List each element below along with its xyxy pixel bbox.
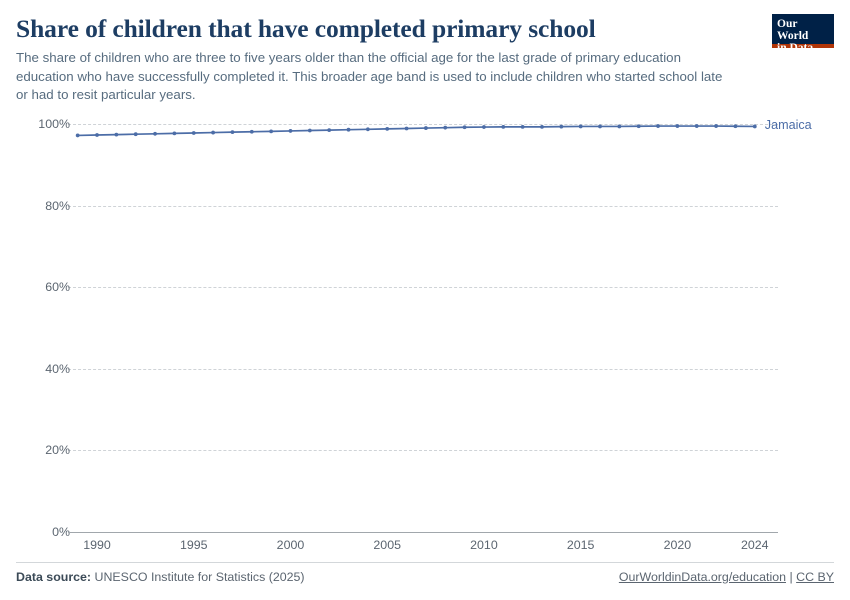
chart-area — [16, 112, 834, 552]
series-point[interactable] — [153, 132, 157, 136]
series-point[interactable] — [327, 128, 331, 132]
attribution-link[interactable]: OurWorldinData.org/education — [618, 570, 786, 584]
y-axis-tick-label: 80% — [45, 198, 70, 213]
series-point[interactable] — [753, 125, 757, 129]
owid-logo-line2: in Data — [777, 42, 814, 55]
series-point[interactable] — [695, 124, 699, 128]
series-point[interactable] — [482, 125, 486, 129]
series-point[interactable] — [559, 125, 563, 129]
series-point[interactable] — [366, 127, 370, 131]
x-axis-tick-label: 2020 — [663, 538, 692, 552]
x-axis-ticks — [68, 532, 778, 556]
owid-logo-line1: Our World — [777, 18, 809, 43]
owid-logo[interactable] — [772, 14, 834, 55]
series-point[interactable] — [656, 124, 660, 128]
series-point[interactable] — [269, 129, 273, 133]
chart-header — [16, 14, 834, 104]
series-point[interactable] — [734, 124, 738, 128]
series-point[interactable] — [114, 133, 118, 137]
x-axis-tick-label: 1995 — [179, 538, 208, 552]
page-title: Share of children that have completed primary school — [16, 14, 596, 43]
x-axis-tick-label: 2000 — [276, 538, 305, 552]
series-point[interactable] — [289, 129, 293, 133]
x-axis-tick-label: 2005 — [373, 538, 401, 552]
x-axis-tick-label: 1990 — [83, 538, 111, 552]
series-point[interactable] — [95, 133, 99, 137]
series-point[interactable] — [637, 124, 641, 128]
y-axis-tick-label: 20% — [45, 443, 70, 458]
x-axis-tick-label: 2024 — [740, 538, 769, 552]
chart-footer — [16, 562, 834, 588]
series-point[interactable] — [173, 131, 177, 135]
series-point[interactable] — [540, 125, 544, 129]
series-point[interactable] — [250, 130, 254, 134]
data-source — [16, 570, 305, 584]
series-point[interactable] — [76, 134, 80, 138]
attribution — [619, 570, 834, 584]
series-point[interactable] — [405, 127, 409, 131]
x-axis-tick-label: 2010 — [470, 538, 498, 552]
series-point[interactable] — [463, 125, 467, 129]
series-point[interactable] — [598, 125, 602, 129]
series-point[interactable] — [308, 129, 312, 133]
series-point[interactable] — [617, 125, 621, 129]
series-point[interactable] — [385, 127, 389, 131]
y-axis-tick-label: 100% — [38, 117, 70, 131]
series-point[interactable] — [424, 126, 428, 130]
y-axis-tick-label: 0% — [52, 525, 70, 539]
series-point[interactable] — [231, 130, 235, 134]
data-source-label: Data source: — [16, 570, 92, 584]
series-line[interactable] — [78, 126, 755, 135]
series-label-jamaica[interactable]: Jamaica — [764, 118, 812, 133]
y-axis-tick-label: 60% — [45, 280, 70, 295]
series-point[interactable] — [192, 131, 196, 135]
series-point[interactable] — [521, 125, 525, 129]
data-source-value: UNESCO Institute for Statistics (2025) — [94, 570, 305, 584]
license-link[interactable]: CC BY — [796, 570, 834, 584]
series-point[interactable] — [579, 125, 583, 129]
chart-subtitle: The share of children who are three to five years older than the official age for the last grade of primary education education who have successfully completed it. This broader age band is used to include children who started school late or had to resit particular years. — [16, 50, 723, 102]
footer-separator: | — [789, 570, 793, 584]
series-point[interactable] — [714, 124, 718, 128]
series-point[interactable] — [676, 124, 680, 128]
series-point[interactable] — [501, 125, 505, 129]
line-series-jamaica[interactable] — [68, 124, 778, 532]
series-point[interactable] — [211, 131, 215, 135]
y-axis-tick-label: 40% — [45, 361, 70, 376]
series-point[interactable] — [443, 126, 447, 130]
series-point[interactable] — [134, 132, 138, 136]
plot-region — [68, 118, 812, 532]
series-point[interactable] — [347, 128, 351, 132]
x-axis-tick-label: 2015 — [566, 538, 595, 552]
